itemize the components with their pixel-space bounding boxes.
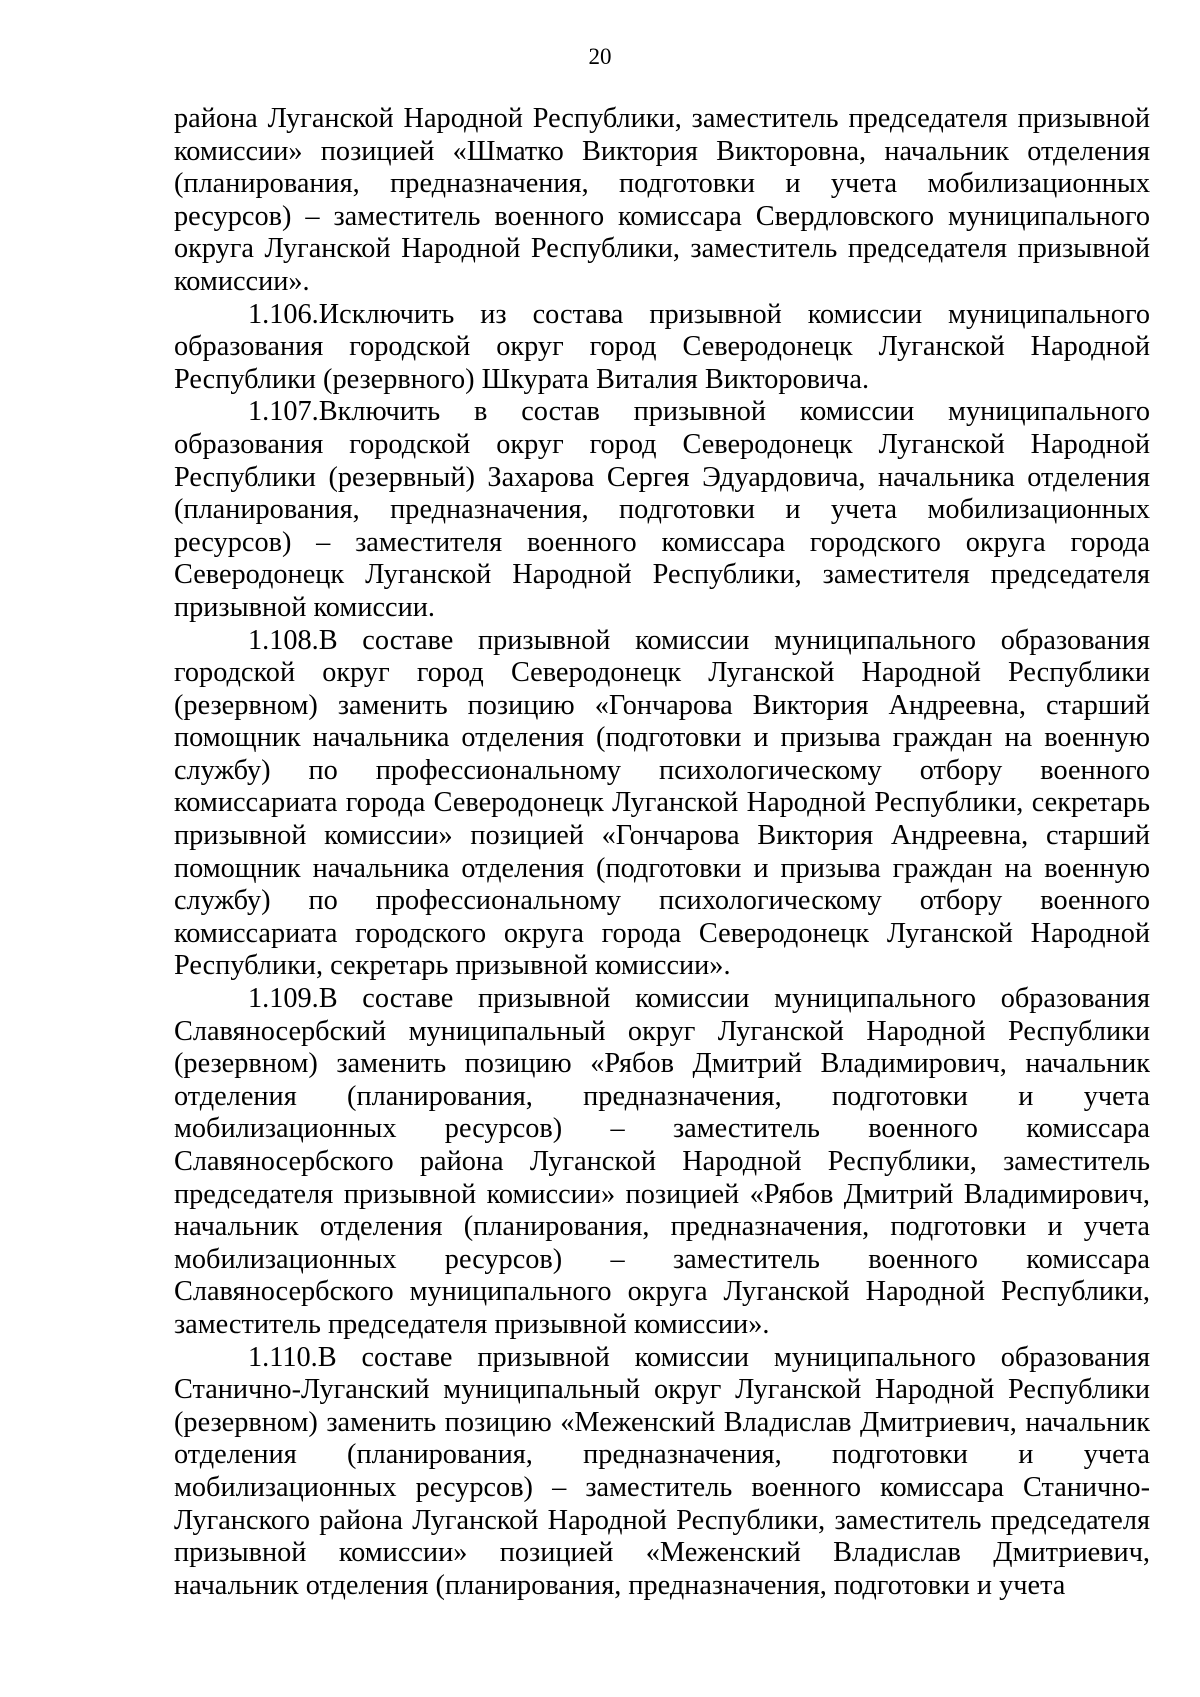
paragraph-number: 1.109. (248, 983, 319, 1015)
paragraph-1-107 (174, 396, 1150, 624)
paragraph-number: 1.106. (248, 298, 319, 330)
paragraph-text: В составе призывной комиссии муниципального образования Славяносербский муниципальный округ Луганской Народной Республики (резервном) заменить позицию «Рябов Дмитрий Владимирович, начальник отделения (планирования, предназначения, подготовки и учета мобилизационных ресурсов) – заместитель военного комиссара Славяносербского района Луганской Народной Республики, заместитель председателя призывной комиссии» позицией «Рябов Дмитрий Владимирович, начальник отделения (планирования, предназначения, подготовки и учета мобилизационных ресурсов) – заместитель военного комиссара Славяносербского муниципального округа Луганской Народной Республики, заместитель председателя призывной комиссии». (174, 983, 1150, 1340)
paragraph-text: района Луганской Народной Республики, заместитель председателя призывной комиссии» позицией «Шматко Виктория Викторовна, начальник отделения (планирования, предназначения, подготовки и учета мобилизационных ресурсов) – заместитель военного комиссара Свердловского муниципального округа Луганской Народной Республики, заместитель председателя призывной комиссии». (174, 103, 1150, 297)
page-number: 20 (588, 44, 612, 69)
paragraph-text: В составе призывной комиссии муниципального образования Станично-Луганский муниципальный округ Луганской Народной Республики (резервном) заменить позицию «Меженский Владислав Дмитриевич, начальник отделения (планирования, предназначения, подготовки и учета мобилизационных ресурсов) – заместитель военного комиссара Станично-Луганского района Луганской Народной Республики, заместитель председателя призывной комиссии» позицией «Меженский Владислав Дмитриевич, начальник отделения (планирования, предназначения, подготовки и учета (174, 1341, 1150, 1601)
paragraph-1-109 (174, 983, 1150, 1342)
paragraph-number: 1.108. (248, 624, 319, 656)
document-body (174, 103, 1150, 1602)
paragraph-number: 1.107. (248, 396, 319, 428)
paragraph-text: Исключить из состава призывной комиссии муниципального образования городской округ город Северодонецк Луганской Народной Республики (резервного) Шкурата Виталия Викторовича. (174, 298, 1150, 395)
paragraph-1-110 (174, 1342, 1150, 1603)
paragraph-number: 1.110. (248, 1341, 318, 1373)
paragraph-1-108 (174, 625, 1150, 984)
paragraph-continuation (174, 103, 1150, 299)
paragraph-1-106 (174, 299, 1150, 397)
paragraph-text: В составе призывной комиссии муниципального образования городской округ город Северодонецк Луганской Народной Республики (резервном) заменить позицию «Гончарова Виктория Андреевна, старший помощник начальника отделения (подготовки и призыва граждан на военную службу) по профессиональному психологическому отбору военного комиссариата города Северодонецк Луганской Народной Республики, секретарь призывной комиссии» позицией «Гончарова Виктория Андреевна, старший помощник начальника отделения (подготовки и призыва граждан на военную службу) по профессиональному психологическому отбору военного комиссариата городского округа города Северодонецк Луганской Народной Республики, секретарь призывной комиссии». (174, 624, 1150, 982)
paragraph-text: Включить в состав призывной комиссии муниципального образования городской округ город Северодонецк Луганской Народной Республики (резервный) Захарова Сергея Эдуардовича, начальника отделения (планирования, предназначения, подготовки и учета мобилизационных ресурсов) – заместителя военного комиссара городского округа города Северодонецк Луганской Народной Республики, заместителя председателя призывной комиссии. (174, 396, 1150, 623)
